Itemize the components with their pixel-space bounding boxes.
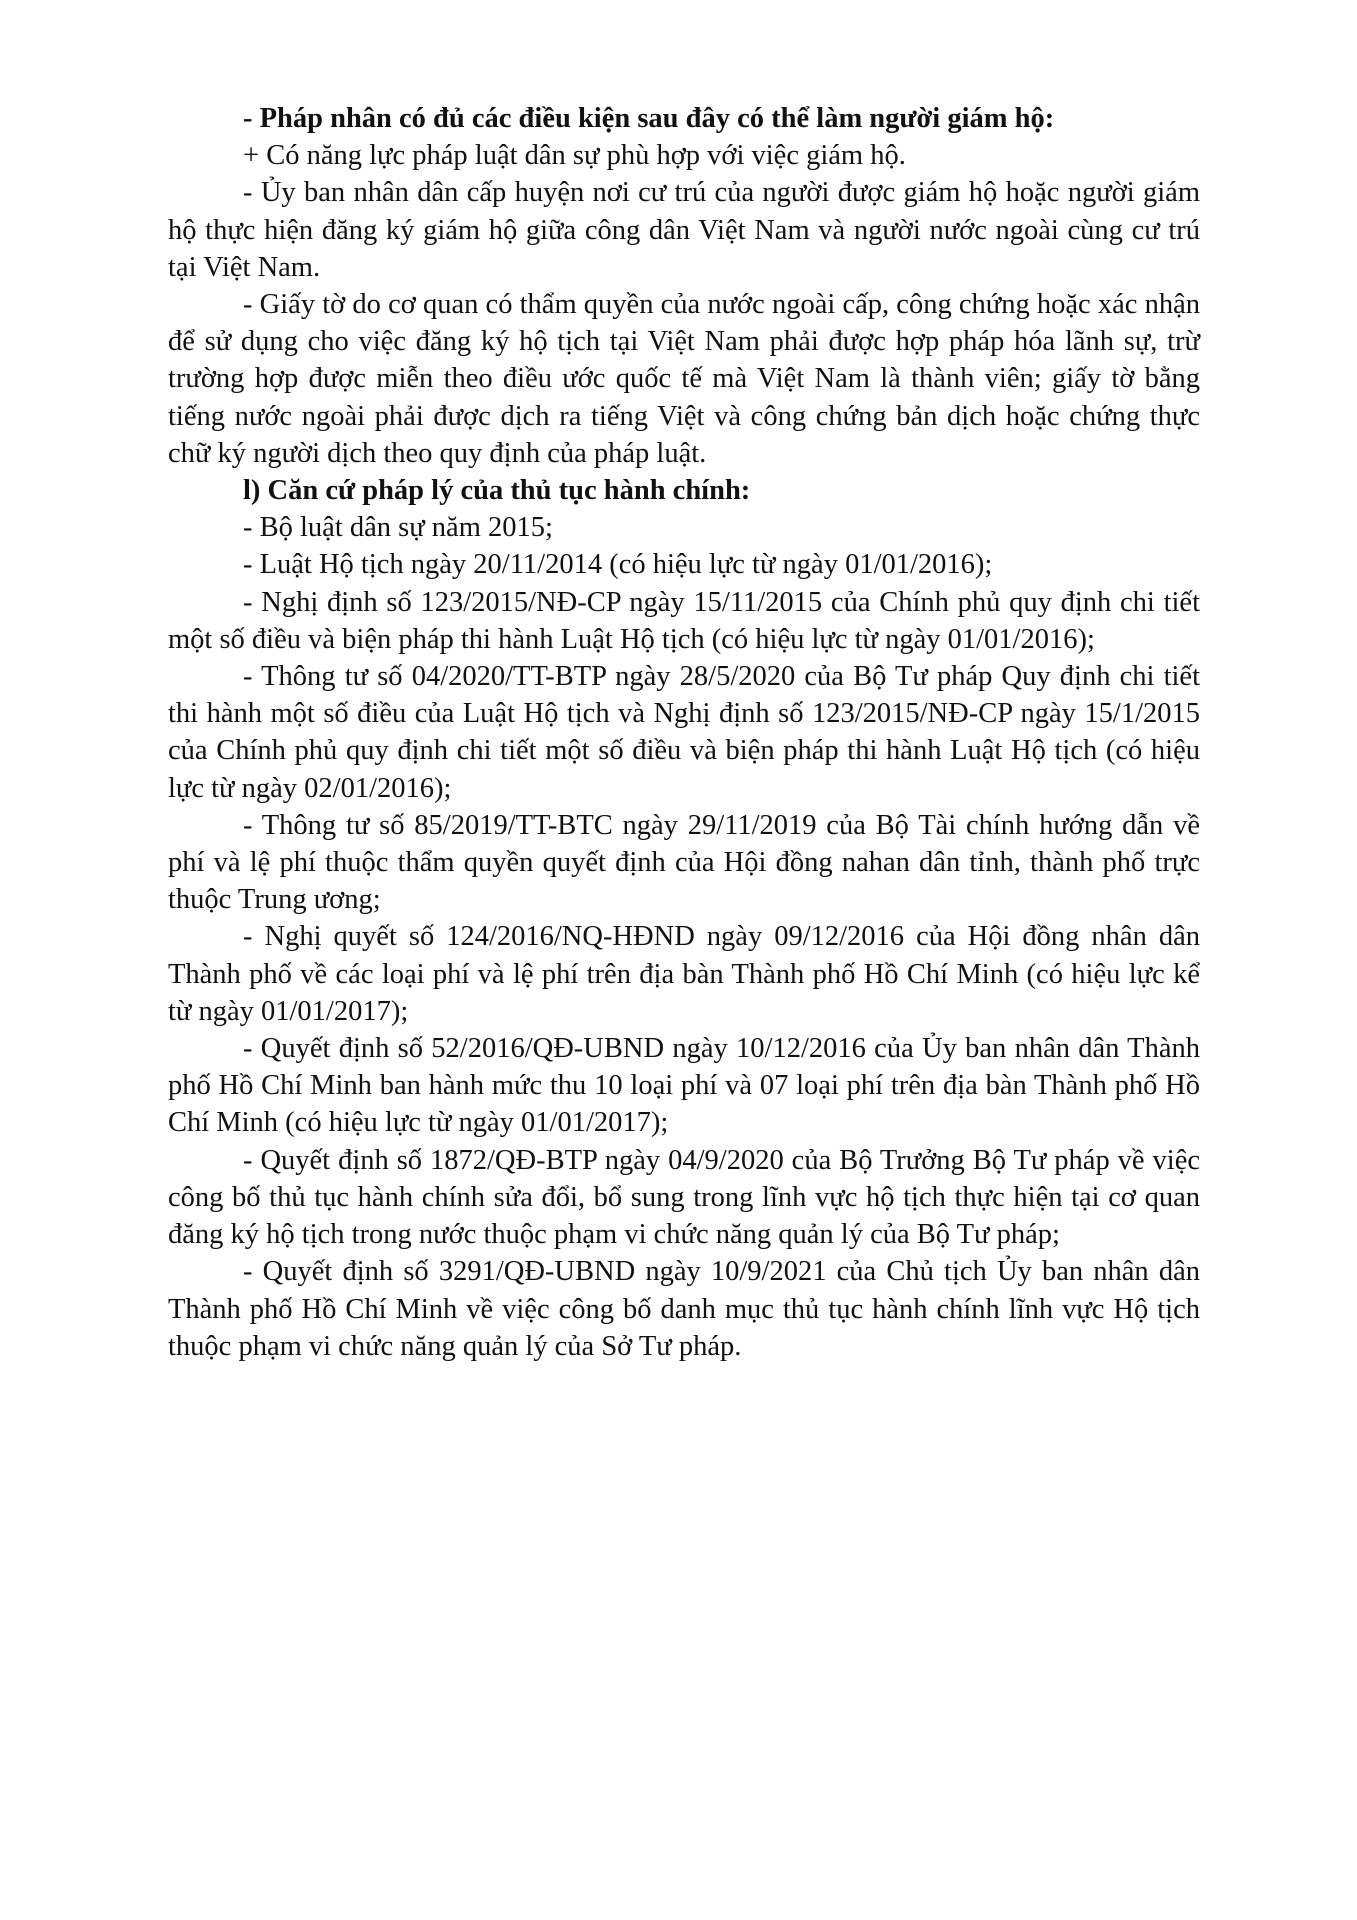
legal-basis-heading: l) Căn cứ pháp lý của thủ tục hành chính: [243,475,751,507]
document-page [168,100,1200,1365]
legal-basis-item: - Nghị quyết số 124/2016/NQ-HĐND ngày 09/12/2016 của Hội đồng nhân dân Thành phố về các loại phí và lệ phí trên địa bàn Thành phố Hồ Chí Minh (có hiệu lực kể từ ngày 01/01/2017); [168,921,1200,1027]
guardian-entity-conditions-heading: - Pháp nhân có đủ các điều kiện sau đây có thể làm người giám hộ: [243,103,1055,134]
legal-basis-item: - Bộ luật dân sự năm 2015; [243,512,553,544]
legal-basis-item: - Quyết định số 1872/QĐ-BTP ngày 04/9/2020 của Bộ Trưởng Bộ Tư pháp về việc công bố thủ tục hành chính sửa đổi, bổ sung trong lĩnh vực hộ tịch thực hiện tại cơ quan đăng ký hộ tịch trong nước thuộc phạm vi chức năng quản lý của Bộ Tư pháp; [168,1144,1200,1251]
legal-basis-item: - Thông tư số 85/2019/TT-BTC ngày 29/11/2019 của Bộ Tài chính hướng dẫn về phí và lệ phí thuộc thẩm quyền quyết định của Hội đồng nahan dân tỉnh, thành phố trực thuộc Trung ương; [168,809,1200,916]
legal-basis-item: - Quyết định số 3291/QĐ-UBND ngày 10/9/2021 của Chủ tịch Ủy ban nhân dân Thành phố Hồ Chí Minh về việc công bố danh mục thủ tục hành chính lĩnh vực Hộ tịch thuộc phạm vi chức năng quản lý của Sở Tư pháp. [168,1256,1200,1362]
legal-basis-item: - Luật Hộ tịch ngày 20/11/2014 (có hiệu lực từ ngày 01/01/2016); [243,549,993,581]
paragraph-foreign-documents: - Giấy tờ do cơ quan có thẩm quyền của nước ngoài cấp, công chứng hoặc xác nhận để sử dụng cho việc đăng ký hộ tịch tại Việt Nam phải được hợp pháp hóa lãnh sự, trừ trường hợp được miễn theo điều ước quốc tế mà Việt Nam là thành viên; giấy tờ bằng tiếng nước ngoài phải được dịch ra tiếng Việt và công chứng bản dịch hoặc chứng thực chữ ký người dịch theo quy định của pháp luật. [168,289,1200,469]
legal-basis-item: - Quyết định số 52/2016/QĐ-UBND ngày 10/12/2016 của Ủy ban nhân dân Thành phố Hồ Chí Minh ban hành mức thu 10 loại phí và 07 loại phí trên địa bàn Thành phố Hồ Chí Minh (có hiệu lực từ ngày 01/01/2017); [168,1033,1200,1139]
paragraph-civil-capacity: + Có năng lực pháp luật dân sự phù hợp với việc giám hộ. [243,140,906,172]
paragraph-district-committee: - Ủy ban nhân dân cấp huyện nơi cư trú của người được giám hộ hoặc người giám hộ thực hiện đăng ký giám hộ giữa công dân Việt Nam và người nước ngoài cùng cư trú tại Việt Nam. [168,177,1200,283]
legal-basis-item: - Thông tư số 04/2020/TT-BTP ngày 28/5/2020 của Bộ Tư pháp Quy định chi tiết thi hành một số điều của Luật Hộ tịch và Nghị định số 123/2015/NĐ-CP ngày 15/1/2015 của Chính phủ quy định chi tiết một số điều và biện pháp thi hành Luật Hộ tịch (có hiệu lực từ ngày 02/01/2016); [168,661,1200,804]
legal-basis-item: - Nghị định số 123/2015/NĐ-CP ngày 15/11/2015 của Chính phủ quy định chi tiết một số điều và biện pháp thi hành Luật Hộ tịch (có hiệu lực từ ngày 01/01/2016); [168,586,1200,655]
